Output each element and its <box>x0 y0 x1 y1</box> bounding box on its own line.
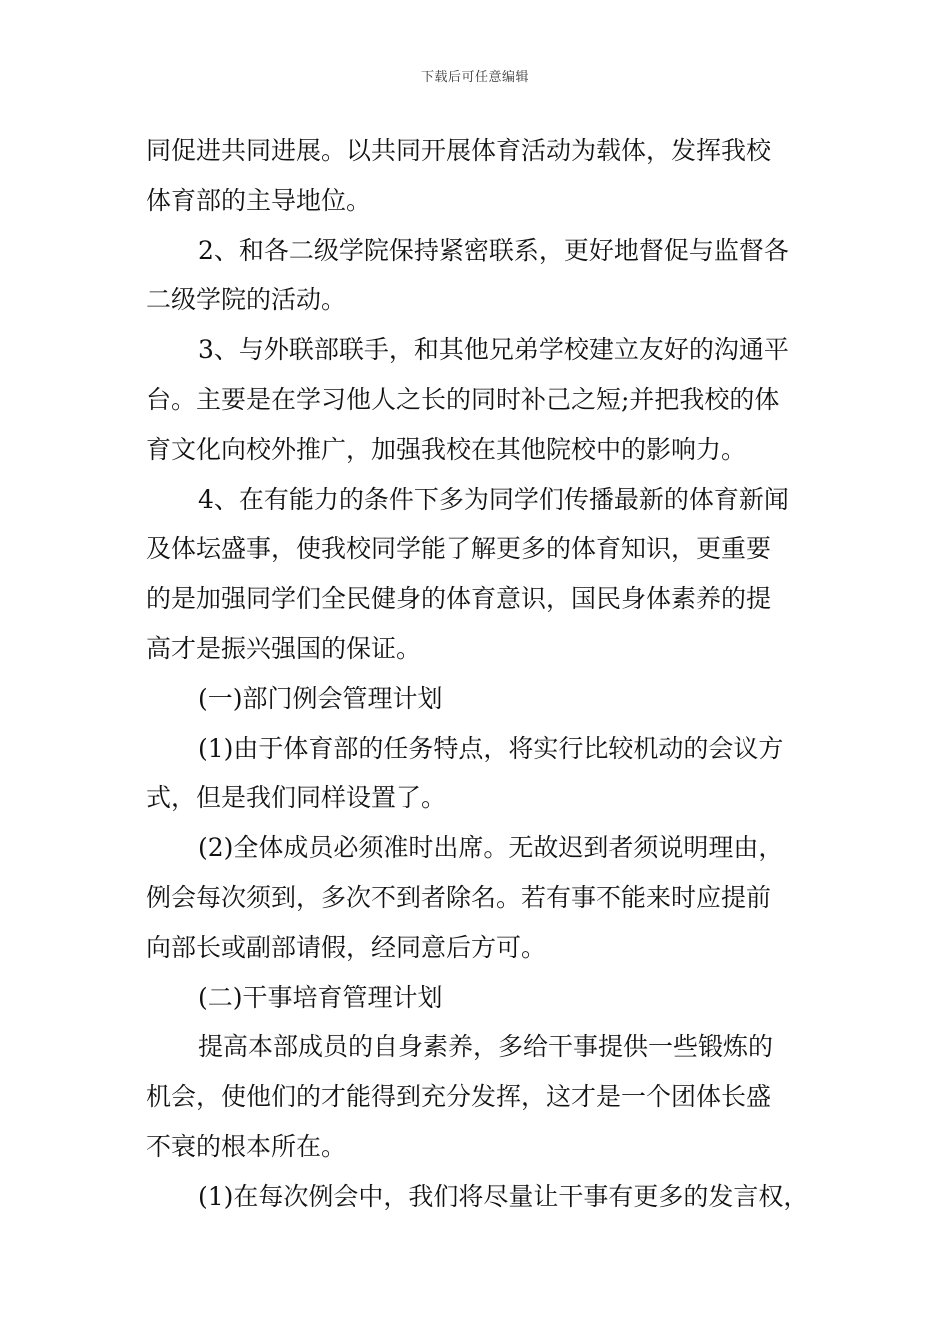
text-line: 机会，使他们的才能得到充分发挥，这才是一个团体长盛 <box>146 1082 772 1112</box>
text-line: 育文化向校外推广，加强我校在其他院校中的影响力。 <box>146 434 747 464</box>
text-line: 高才是振兴强国的保证。 <box>146 633 422 663</box>
header-note: 下载后可任意编辑 <box>420 70 529 85</box>
text-line: (2)全体成员必须准时出席。无故迟到者须说明理由， <box>198 833 784 863</box>
text-line: 及体坛盛事，使我校同学能了解更多的体育知识，更重要 <box>146 534 772 564</box>
text-line: 台。主要是在学习他人之长的同时补己之短;并把我校的体 <box>146 384 780 414</box>
text-line: 式，但是我们同样设置了。 <box>146 783 447 813</box>
section-heading: (二)干事培育管理计划 <box>198 982 443 1012</box>
document-body <box>146 126 816 1222</box>
text-line: (1)在每次例会中，我们将尽量让干事有更多的发言权， <box>198 1181 809 1211</box>
text-line: 提高本部成员的自身素养，多给干事提供一些锻炼的 <box>198 1032 774 1062</box>
text-line: 2、和各二级学院保持紧密联系，更好地督促与监督各 <box>198 235 789 265</box>
text-line: 的是加强同学们全民健身的体育意识，国民身体素养的提 <box>146 584 772 614</box>
text-line: 体育部的主导地位。 <box>146 185 372 215</box>
text-line: 向部长或副部请假，经同意后方可。 <box>146 932 547 962</box>
text-line: 不衰的根本所在。 <box>146 1131 347 1161</box>
text-line: (1)由于体育部的任务特点，将实行比较机动的会议方 <box>198 733 784 763</box>
text-line: 二级学院的活动。 <box>146 285 347 315</box>
text-line: 4、在有能力的条件下多为同学们传播最新的体育新闻 <box>198 484 789 514</box>
text-line: 例会每次须到，多次不到者除名。若有事不能来时应提前 <box>146 882 772 912</box>
section-heading: (一)部门例会管理计划 <box>198 683 443 713</box>
text-line: 同促进共同进展。以共同开展体育活动为载体，发挥我校 <box>146 136 772 165</box>
text-line: 3、与外联部联手，和其他兄弟学校建立友好的沟通平 <box>198 335 789 365</box>
